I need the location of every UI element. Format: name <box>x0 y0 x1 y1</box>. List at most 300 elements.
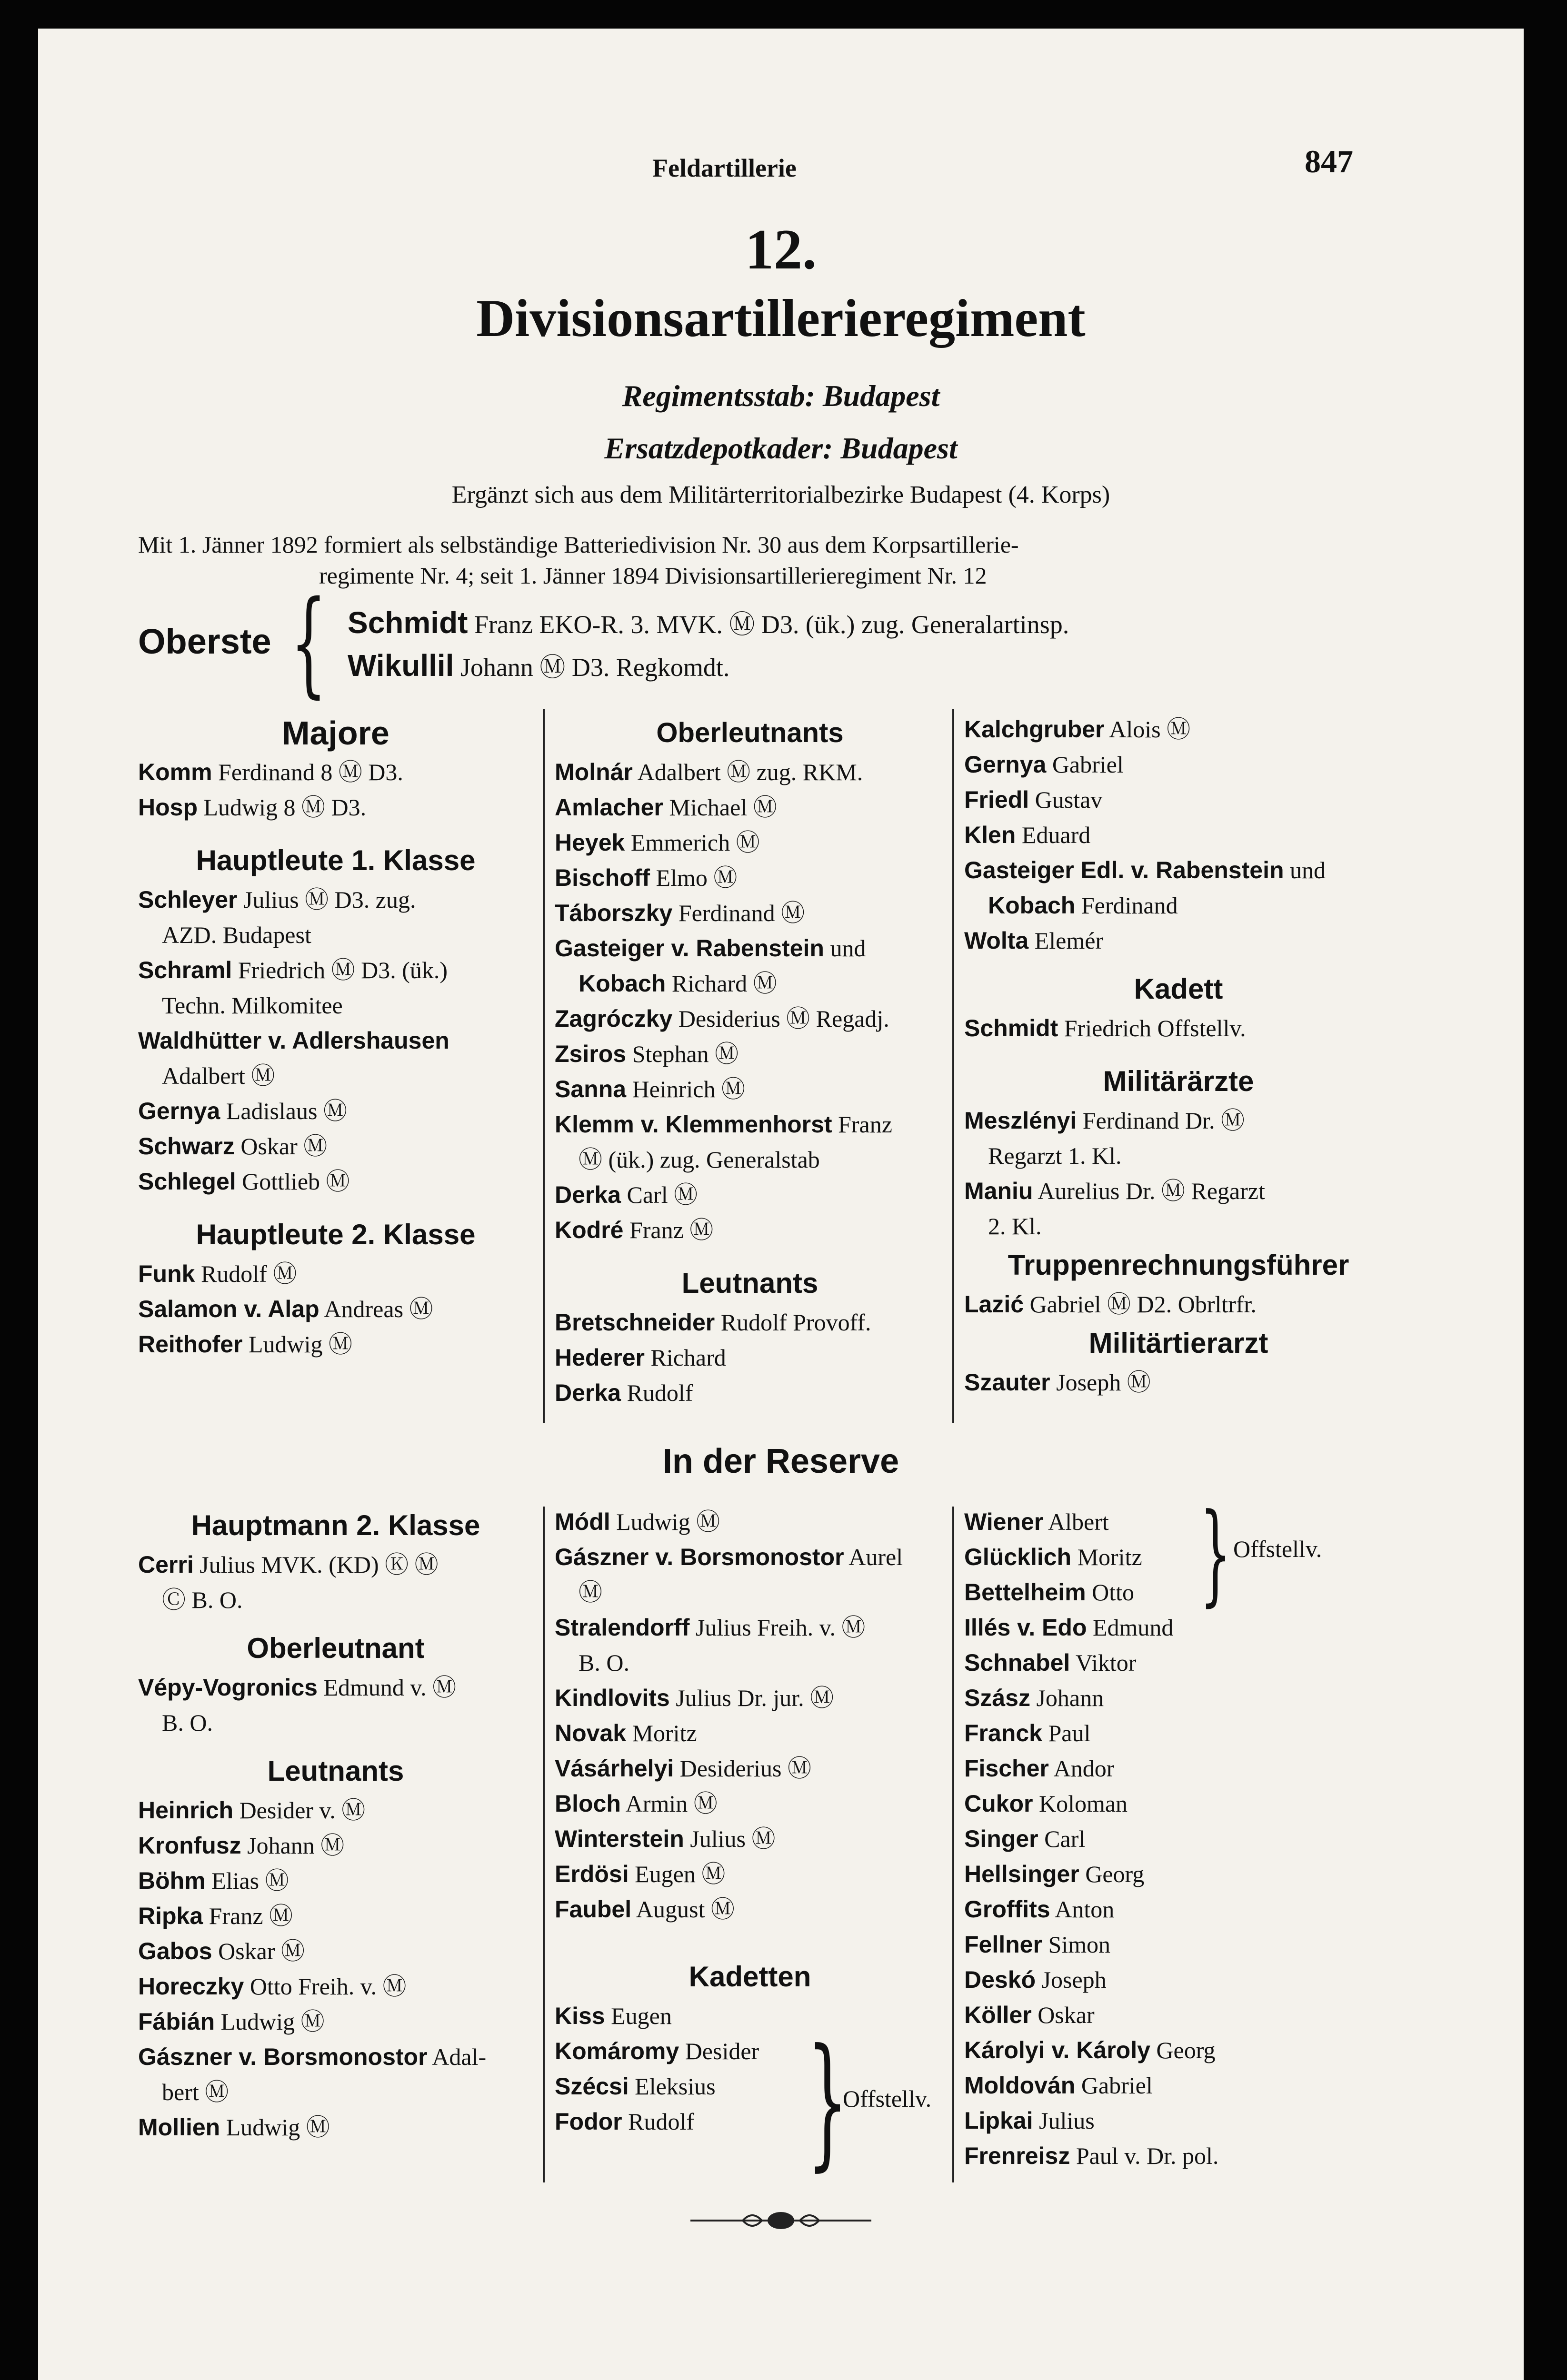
person-name: Heinrich <box>138 1797 234 1824</box>
person-name: Kalchgruber <box>964 716 1105 743</box>
roster-entry <box>555 1998 945 2033</box>
person-name: Vásárhelyi <box>555 1755 674 1782</box>
roster-entry <box>964 1011 1393 1046</box>
person-name: Friedl <box>964 786 1029 813</box>
section-heading: Leutnants <box>681 1267 818 1299</box>
roster-entry <box>964 782 1393 817</box>
person-name: Glücklich <box>964 1544 1072 1570</box>
roster-entry <box>138 1793 533 1828</box>
person-details: Julius Freih. v. Ⓜ <box>695 1614 866 1641</box>
section-heading: Kadett <box>1134 973 1223 1005</box>
roster-entry <box>138 1898 533 1934</box>
roster-entry <box>964 1751 1393 1786</box>
person-details: Rudolf <box>628 2108 695 2135</box>
person-name: Schraml <box>138 957 232 983</box>
person-details: Ⓒ B. O. <box>162 1587 243 1613</box>
person-name: Bloch <box>555 1790 621 1817</box>
active-column-1 <box>138 712 533 1362</box>
person-name: Hosp <box>138 794 198 821</box>
person-name: Schmidt <box>348 605 468 640</box>
person-name: Groffits <box>964 1896 1050 1923</box>
person-name: Bischoff <box>555 864 650 891</box>
person-details: Desider <box>685 2038 759 2064</box>
roster-entry <box>555 1856 945 1892</box>
roster-entry <box>964 1138 1393 1173</box>
person-name: Moldován <box>964 2072 1076 2099</box>
person-name: Schlegel <box>138 1168 236 1195</box>
person-details: Michael Ⓜ <box>669 794 777 821</box>
person-details: Heinrich Ⓜ <box>632 1076 745 1102</box>
person-name: Zagróczky <box>555 1005 673 1032</box>
section-heading: Truppenrechnungsführer <box>1008 1249 1349 1281</box>
roster-entry <box>555 1821 945 1856</box>
roster-entry <box>964 747 1393 782</box>
person-details: B. O. <box>579 1649 629 1676</box>
person-name: Komáromy <box>555 2038 679 2064</box>
reserve-column-1 <box>138 1504 533 2145</box>
person-details: Anton <box>1055 1896 1115 1923</box>
person-details: Ludwig Ⓜ <box>220 2008 325 2035</box>
person-name: Amlacher <box>555 794 663 821</box>
person-details: Ladislaus Ⓜ <box>226 1098 347 1124</box>
recruitment-note: Ergänzt sich aus dem Militärterritorialbezirke Budapest (4. Korps) <box>451 481 1110 508</box>
person-name: Károlyi v. Károly <box>964 2037 1150 2063</box>
person-name: Lazić <box>964 1291 1024 1318</box>
person-details: Friedrich Offstellv. <box>1064 1015 1246 1041</box>
person-name: Schwarz <box>138 1133 235 1160</box>
roster-entry <box>555 1892 945 1927</box>
person-name: Fischer <box>964 1755 1049 1782</box>
roster-entry <box>555 1680 945 1716</box>
person-details: Ferdinand <box>1081 892 1178 919</box>
person-name: Frenreisz <box>964 2142 1070 2169</box>
roster-entry <box>138 1093 533 1129</box>
person-name: Stralendorff <box>555 1614 690 1641</box>
person-details: Otto <box>1092 1579 1135 1606</box>
roster-entry <box>555 1036 945 1071</box>
person-details: Richard Ⓜ <box>671 970 777 997</box>
person-name: Gernya <box>964 751 1047 778</box>
person-name: Erdösi <box>555 1861 629 1887</box>
running-title: Feldartillerie <box>652 154 797 182</box>
column-divider <box>952 709 954 1423</box>
roster-entry <box>555 1610 945 1645</box>
person-name: Gernya <box>138 1098 220 1124</box>
section-heading: Oberleutnant <box>247 1632 425 1664</box>
person-name: Ripka <box>138 1903 203 1929</box>
roster-entry <box>964 2033 1393 2068</box>
section-heading: Hauptmann 2. Klasse <box>191 1509 480 1541</box>
roster-entry <box>555 1212 945 1248</box>
person-details: bert Ⓜ <box>162 2079 229 2105</box>
person-details: Ludwig Ⓜ <box>616 1508 720 1535</box>
person-details: Rudolf Provoff. <box>720 1309 871 1336</box>
roster-entry <box>555 1071 945 1107</box>
roster-entry <box>964 2068 1393 2103</box>
roster-entry <box>138 882 533 917</box>
section-heading: Hauptleute 2. Klasse <box>196 1219 476 1250</box>
person-name: Novak <box>555 1720 627 1746</box>
person-details: Friedrich Ⓜ D3. (ük.) <box>238 957 448 983</box>
person-name: Szauter <box>964 1369 1050 1396</box>
roster-entry <box>138 1256 533 1291</box>
roster-entry <box>138 1023 533 1058</box>
person-details: Adal- <box>432 2043 487 2070</box>
person-name: Wikullil <box>348 648 454 683</box>
person-details: Carl <box>1044 1825 1086 1852</box>
roster-entry <box>964 1504 1393 1539</box>
person-name: Schleyer <box>138 886 238 913</box>
person-details: Richard <box>650 1344 726 1371</box>
person-details: Adalbert Ⓜ zug. RKM. <box>637 759 863 785</box>
person-name: Salamon v. Alap <box>138 1296 319 1322</box>
person-name: Klemm v. Klemmenhorst <box>555 1111 832 1138</box>
person-name: Szécsi <box>555 2073 629 2100</box>
person-details: Desider v. Ⓜ <box>239 1797 366 1824</box>
roster-entry <box>555 1575 945 1610</box>
section-heading: Militärtierarzt <box>1088 1327 1268 1359</box>
person-details: Georg <box>1085 1861 1145 1887</box>
roster-entry <box>964 1680 1393 1716</box>
person-details: Franz <box>838 1111 892 1138</box>
roster-entry <box>138 2039 533 2074</box>
roster-entry <box>555 825 945 860</box>
person-details: Andreas Ⓜ <box>324 1296 433 1322</box>
roster-entry <box>964 2138 1393 2173</box>
ornament-divider <box>686 2206 876 2235</box>
person-details: Elias Ⓜ <box>211 1867 289 1894</box>
person-name: Bretschneider <box>555 1309 715 1336</box>
person-details: Simon <box>1048 1931 1111 1958</box>
active-column-3 <box>964 712 1393 1400</box>
reserve-column-3 <box>964 1504 1393 2173</box>
column-divider <box>543 709 545 1423</box>
roster-entry <box>555 895 945 931</box>
person-name: Gászner v. Borsmonostor <box>138 2043 428 2070</box>
person-details: Edmund <box>1093 1614 1174 1641</box>
person-name: Komm <box>138 759 212 785</box>
roster-entry <box>138 917 533 952</box>
person-details: Eugen <box>611 2003 672 2029</box>
person-details: Georg <box>1156 2037 1216 2063</box>
person-name: Szász <box>964 1685 1030 1711</box>
person-details: Gottlieb Ⓜ <box>242 1168 350 1195</box>
person-name: Winterstein <box>555 1825 684 1852</box>
history-line-1: Mit 1. Jänner 1892 formiert als selbständige Batteriedivision Nr. 30 aus dem Korpsartillerie- <box>138 531 1019 558</box>
person-details: Eduard <box>1021 822 1091 848</box>
roster-entry <box>964 923 1393 958</box>
person-name: Fábián <box>138 2008 215 2035</box>
person-name: Vépy-Vogronics <box>138 1674 318 1701</box>
roster-entry <box>555 1645 945 1680</box>
section-heading: Majore <box>282 714 389 752</box>
person-name: Táborszky <box>555 900 673 926</box>
person-details: Armin Ⓜ <box>625 1790 718 1817</box>
person-details: Paul v. Dr. pol. <box>1076 2142 1219 2169</box>
person-details: und <box>1290 857 1326 883</box>
roster-entry <box>964 1821 1393 1856</box>
roster-entry <box>964 1173 1393 1209</box>
roster-entry <box>964 1103 1393 1138</box>
roster-entry <box>138 2110 533 2145</box>
person-details: Elemér <box>1034 927 1104 954</box>
roster-entry <box>138 1327 533 1362</box>
person-name: Hederer <box>555 1344 645 1371</box>
roster-entry <box>964 1892 1393 1927</box>
roster-entry <box>138 1863 533 1898</box>
person-details: Julius <box>1038 2107 1095 2134</box>
person-name: Horeczky <box>138 1973 244 2000</box>
roster-entry <box>555 1504 945 1539</box>
roster-entry <box>964 1539 1393 1575</box>
person-details: Desiderius Ⓜ <box>679 1755 812 1782</box>
section-heading: Militärärzte <box>1103 1065 1254 1097</box>
person-name: Kiss <box>555 2003 605 2029</box>
section-heading: Kadetten <box>689 1961 811 1993</box>
roster-entry <box>138 1705 533 1740</box>
roster-entry <box>138 1934 533 1969</box>
person-name: Gasteiger v. Rabenstein <box>555 935 824 962</box>
person-details: Julius Ⓜ D3. zug. <box>243 886 416 913</box>
person-details: Ferdinand Dr. Ⓜ <box>1082 1107 1245 1134</box>
person-name: Hellsinger <box>964 1861 1079 1887</box>
oberste-entry <box>348 602 1069 645</box>
person-name: Mollien <box>138 2114 220 2141</box>
roster-entry <box>555 1177 945 1212</box>
roster-entry <box>138 1670 533 1705</box>
person-details: Julius Ⓜ <box>690 1825 776 1852</box>
reserve-column-2 <box>555 1504 945 2139</box>
person-name: Köller <box>964 2002 1032 2028</box>
person-details: Gabriel <box>1052 751 1124 778</box>
roster-entry <box>964 2103 1393 2138</box>
person-details: Franz Ⓜ <box>209 1903 293 1929</box>
person-name: Kobach <box>579 970 666 997</box>
person-details: Paul <box>1048 1720 1091 1746</box>
person-details: Rudolf <box>627 1379 693 1406</box>
person-details: Andor <box>1053 1755 1115 1782</box>
roster-entry <box>138 2074 533 2110</box>
oberste-label: Oberste <box>138 622 271 661</box>
person-name: Waldhütter v. Adlershausen <box>138 1027 449 1054</box>
person-details: Julius MVK. (KD) Ⓚ Ⓜ <box>200 1551 439 1578</box>
person-details: Desiderius Ⓜ Regadj. <box>678 1005 889 1032</box>
roster-entry <box>138 952 533 988</box>
person-details: Aurelius Dr. Ⓜ Regarzt <box>1038 1178 1265 1204</box>
roster-entry <box>138 2004 533 2039</box>
person-name: Derka <box>555 1181 621 1208</box>
person-details: Ludwig 8 Ⓜ D3. <box>203 794 367 821</box>
person-details: Eugen Ⓜ <box>635 1861 726 1887</box>
roster-entry <box>964 1997 1393 2033</box>
roster-entry <box>138 1164 533 1199</box>
group-note: Offstellv. <box>1233 1536 1322 1562</box>
person-details: Albert <box>1048 1508 1109 1535</box>
person-name: Meszlényi <box>964 1107 1077 1134</box>
roster-entry <box>138 988 533 1023</box>
person-details: Julius Dr. jur. Ⓜ <box>676 1685 834 1711</box>
roster-entry <box>555 1539 945 1575</box>
person-name: Fellner <box>964 1931 1042 1958</box>
person-name: Bettelheim <box>964 1579 1086 1606</box>
page-title: Divisionsartillerieregiment <box>476 289 1086 348</box>
person-name: Schmidt <box>964 1015 1058 1041</box>
roster-entry <box>138 1129 533 1164</box>
person-name: Schnabel <box>964 1649 1070 1676</box>
person-name: Fodor <box>555 2108 622 2135</box>
person-name: Gászner v. Borsmonostor <box>555 1544 844 1570</box>
oberste-brace: { <box>290 576 327 709</box>
person-details: Eleksius <box>635 2073 716 2100</box>
person-details: und <box>830 935 866 962</box>
roster-entry <box>555 1001 945 1036</box>
section-heading: Leutnants <box>267 1755 404 1787</box>
roster-entry <box>555 966 945 1001</box>
roster-entry <box>555 754 945 790</box>
roster-entry <box>138 754 533 790</box>
column-divider <box>952 1507 954 2182</box>
staff-location: Regimentsstab: Budapest <box>622 379 940 413</box>
roster-entry <box>964 817 1393 853</box>
roster-entry <box>964 1786 1393 1821</box>
roster-entry <box>555 1142 945 1177</box>
roster-entry <box>138 1828 533 1863</box>
person-details: Moritz <box>632 1720 697 1746</box>
person-details: Ferdinand 8 Ⓜ D3. <box>218 759 403 785</box>
roster-entry <box>964 1856 1393 1892</box>
person-details: Regarzt 1. Kl. <box>988 1142 1122 1169</box>
section-heading: Oberleutnants <box>656 717 844 748</box>
person-details: 2. Kl. <box>988 1213 1042 1240</box>
person-name: Faubel <box>555 1896 632 1923</box>
person-details: Johann Ⓜ D3. Regkomdt. <box>460 653 730 682</box>
person-details: Ⓜ <box>579 1579 602 1606</box>
person-details: Joseph <box>1041 1966 1107 1993</box>
roster-entry <box>964 1209 1393 1244</box>
person-details: Gustav <box>1035 786 1103 813</box>
roster-entry <box>964 1927 1393 1962</box>
person-details: Franz EKO-R. 3. MVK. Ⓜ D3. (ük.) zug. Generalartinsp. <box>474 610 1069 639</box>
page-number: 847 <box>1305 143 1353 179</box>
person-details: Ferdinand Ⓜ <box>678 900 805 926</box>
roster-entry <box>964 888 1393 923</box>
kadetten-brace: } <box>807 2018 848 2184</box>
roster-entry <box>555 2033 945 2069</box>
person-details: Rudolf Ⓜ <box>200 1260 297 1287</box>
person-details: Emmerich Ⓜ <box>630 829 760 856</box>
person-name: Cerri <box>138 1551 194 1578</box>
person-details: Oskar Ⓜ <box>240 1133 328 1160</box>
person-name: Kodré <box>555 1217 624 1243</box>
roster-entry <box>964 1716 1393 1751</box>
section-heading: Hauptleute 1. Klasse <box>196 844 476 876</box>
person-name: Böhm <box>138 1867 206 1894</box>
person-name: Gabos <box>138 1938 212 1964</box>
oberste-entry <box>348 645 1069 688</box>
person-name: Gasteiger Edl. v. Rabenstein <box>964 857 1284 883</box>
roster-entry <box>555 860 945 895</box>
roster-entry <box>138 1291 533 1327</box>
roster-entry <box>555 1107 945 1142</box>
person-name: Klen <box>964 822 1016 848</box>
person-name: Kindlovits <box>555 1685 670 1711</box>
roster-entry <box>555 931 945 966</box>
group-brace: } <box>1200 1490 1231 1617</box>
person-name: Deskó <box>964 1966 1036 1993</box>
person-name: Lipkai <box>964 2107 1033 2134</box>
roster-entry <box>964 1575 1393 1610</box>
person-details: Oskar Ⓜ <box>218 1938 305 1964</box>
roster-entry <box>138 1582 533 1617</box>
person-name: Molnár <box>555 759 633 785</box>
roster-entry <box>555 1751 945 1786</box>
person-name: Maniu <box>964 1178 1033 1204</box>
person-details: Ludwig Ⓜ <box>226 2114 330 2141</box>
person-name: Kobach <box>988 892 1076 919</box>
active-column-2 <box>555 712 945 1410</box>
person-details: Moritz <box>1077 1544 1142 1570</box>
roster-entry <box>138 790 533 825</box>
person-details: Techn. Milkomitee <box>162 992 343 1019</box>
person-name: Sanna <box>555 1076 627 1102</box>
person-details: Johann Ⓜ <box>247 1832 345 1859</box>
person-details: Alois Ⓜ <box>1109 716 1191 743</box>
roster-entry <box>964 1365 1393 1400</box>
person-name: Reithofer <box>138 1331 243 1358</box>
oberste-list <box>348 602 1069 688</box>
person-details: Adalbert Ⓜ <box>162 1062 275 1089</box>
roster-entry <box>138 1547 533 1582</box>
person-details: Gabriel <box>1081 2072 1153 2099</box>
roster-entry <box>964 1610 1393 1645</box>
person-name: Illés v. Edo <box>964 1614 1087 1641</box>
roster-entry <box>555 1716 945 1751</box>
person-details: Gabriel Ⓜ D2. Obrltrfr. <box>1029 1291 1257 1318</box>
person-name: Derka <box>555 1379 621 1406</box>
person-details: Ⓜ (ük.) zug. Generalstab <box>579 1146 820 1173</box>
person-name: Heyek <box>555 829 625 856</box>
roster-entry <box>555 1340 945 1375</box>
person-details: Joseph Ⓜ <box>1056 1369 1151 1396</box>
reserve-heading: In der Reserve <box>662 1442 899 1480</box>
person-name: Wiener <box>964 1508 1044 1535</box>
person-name: Kronfusz <box>138 1832 241 1859</box>
book-page <box>38 29 1524 2380</box>
roster-entry <box>964 1962 1393 1997</box>
history-line-2: regimente Nr. 4; seit 1. Jänner 1894 Divisionsartillerieregiment Nr. 12 <box>319 562 987 589</box>
person-details: Franz Ⓜ <box>629 1217 714 1243</box>
person-details: B. O. <box>162 1709 213 1736</box>
person-details: Viktor <box>1075 1649 1137 1676</box>
person-details: Stephan Ⓜ <box>632 1041 739 1067</box>
person-details: Johann <box>1036 1685 1104 1711</box>
depot-location: Ersatzdepotkader: Budapest <box>604 431 958 465</box>
person-details: August Ⓜ <box>636 1896 735 1923</box>
roster-entry <box>964 712 1393 747</box>
regiment-number: 12. <box>745 218 817 281</box>
person-name: Cukor <box>964 1790 1033 1817</box>
roster-entry <box>555 790 945 825</box>
person-name: Zsiros <box>555 1041 627 1067</box>
roster-entry <box>964 853 1393 888</box>
roster-entry <box>555 1786 945 1821</box>
person-name: Singer <box>964 1825 1038 1852</box>
roster-entry <box>138 1969 533 2004</box>
person-details: Aurel <box>848 1544 903 1570</box>
person-details: Ludwig Ⓜ <box>248 1331 353 1358</box>
person-details: Edmund v. Ⓜ <box>323 1674 457 1701</box>
roster-entry <box>964 1645 1393 1680</box>
